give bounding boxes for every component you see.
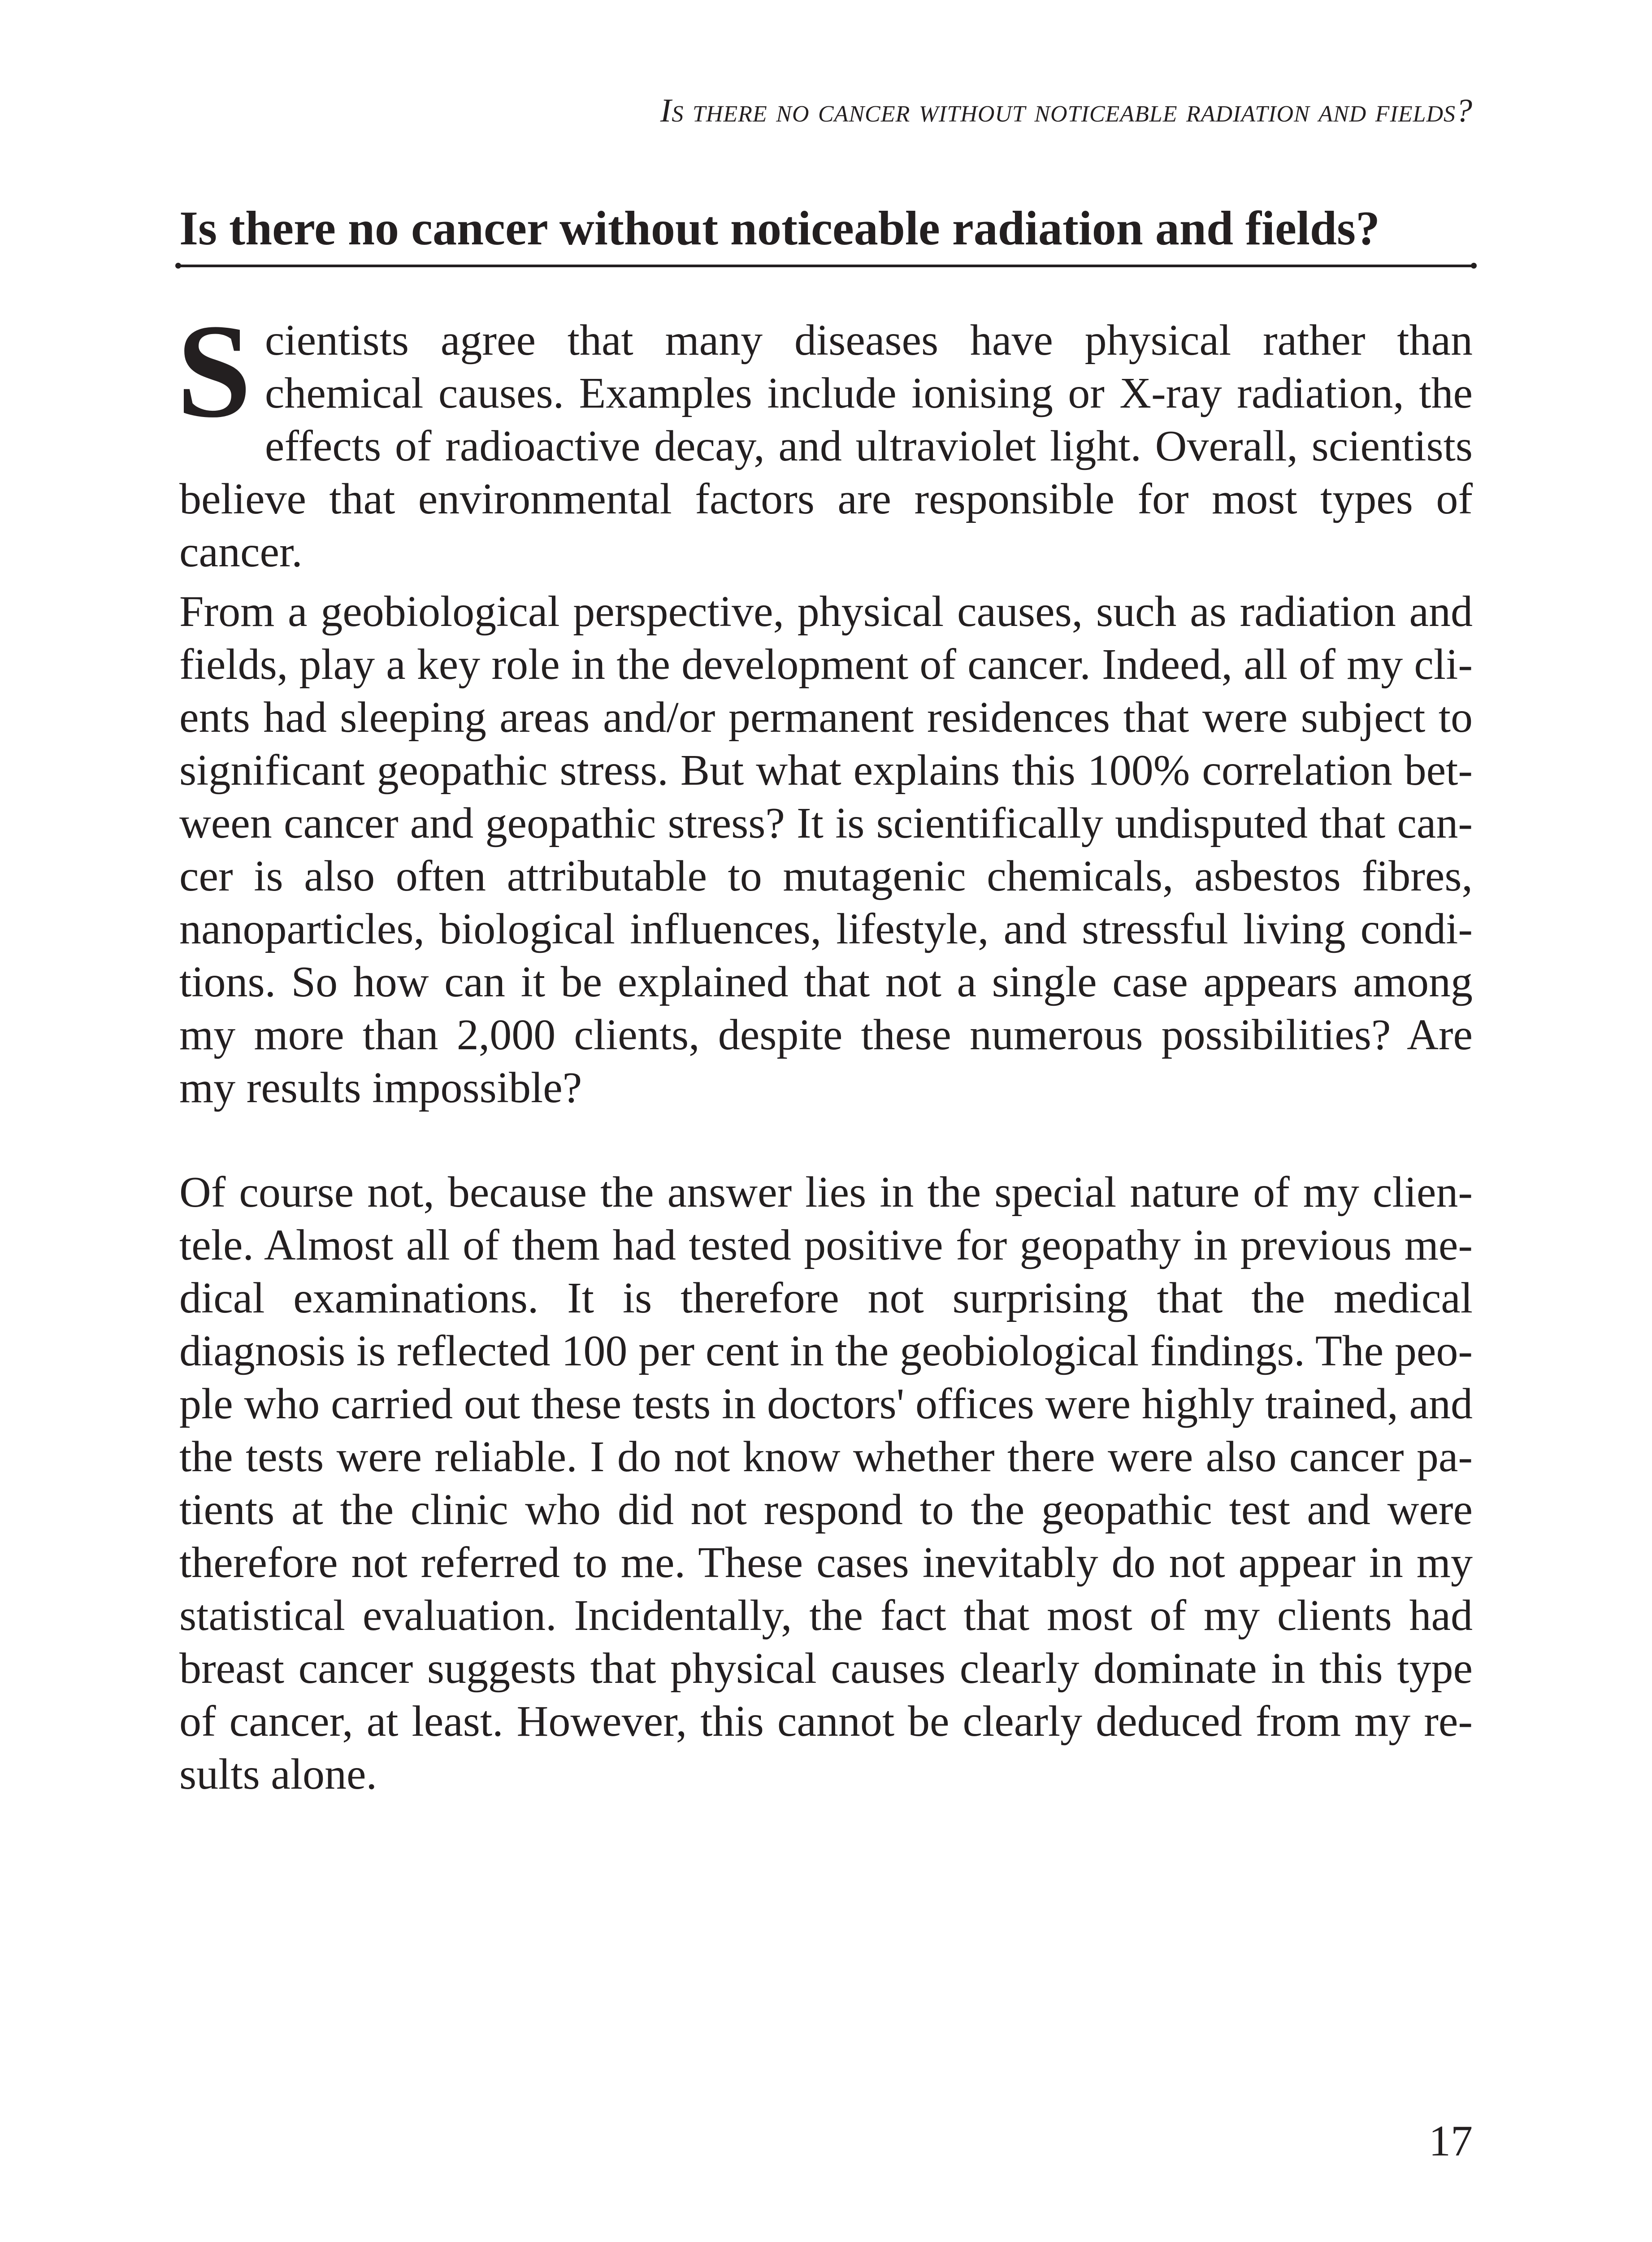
drop-cap: S <box>177 296 251 445</box>
paragraph-1 <box>177 296 1473 578</box>
paragraph-2: From a geobiological perspective, physical causes, such as radiation and fields, play a key role in the development of cancer. Indeed, all of my clients had sleeping areas and/or permanent residences that were subject to significant geopathic stress. But what explains this 100% correlation between cancer and geopathic stress? It is scientifically undisputed that cancer is also often attributable to mutagenic chemicals, asbestos fibres, nanoparticles, biological influences, lifestyle, and stressful living conditions. So how can it be explained that not a single case appears among my more than 2,000 clients, despite these numerous possibilities? Are my results impossible? <box>179 587 1473 1112</box>
paragraph-1-text: cientists agree that many diseases have physical rather than chemical causes. Examples include ionising or X-ray radiation, the effects of radioactive decay, and ultraviolet light. Overall, scientists believe that environmental factors are responsible for most types of cancer. <box>179 316 1473 576</box>
paragraph-3: Of course not, because the answer lies in the special nature of my clientele. Almost all of them had tested positive for geopathy in previous medical examinations. It is therefore not surprising that the medical diagnosis is reflected 100 per cent in the geobiological findings. The people who carried out these tests in doctors' offices were highly trained, and the tests were reliable. I do not know whether there were also cancer patients at the clinic who did not respond to the geopathic test and were therefore not referred to me. These cases inevitably do not appear in my statistical evaluation. Incidentally, the fact that most of my clients had breast cancer suggests that physical causes clearly dominate in this type of cancer, at least. However, this cannot be clearly deduced from my results alone. <box>179 1168 1473 1799</box>
title-divider <box>177 265 1475 267</box>
page-title: Is there no cancer without noticeable radiation and fields? <box>179 202 1380 255</box>
page-number: 17 <box>1429 2117 1473 2165</box>
running-header: Is there no cancer without noticeable radiation and fields? <box>660 92 1473 129</box>
